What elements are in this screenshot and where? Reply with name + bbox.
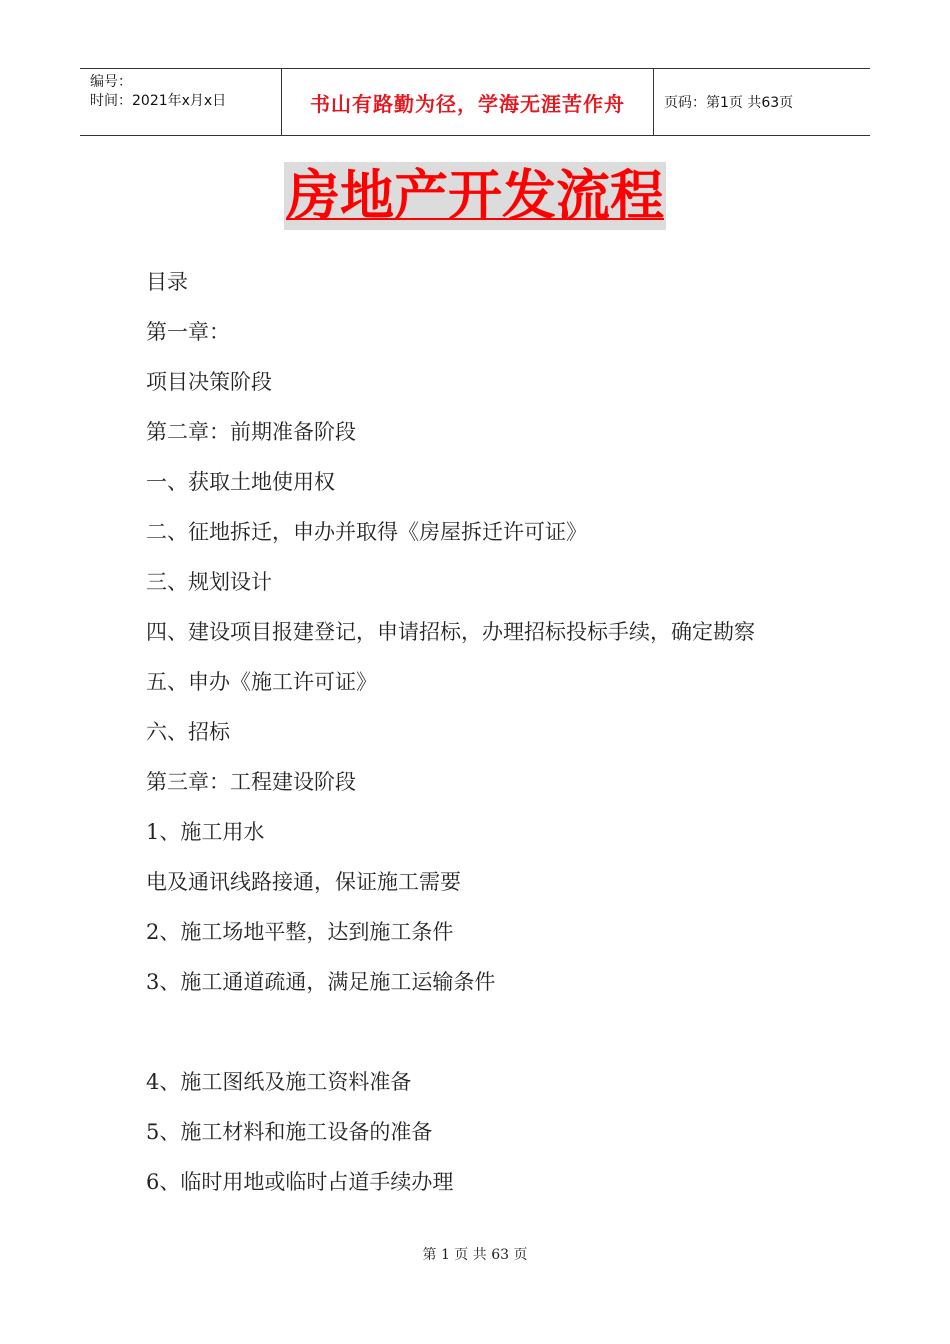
toc-line: 四、建设项目报建登记，申请招标，办理招标投标手续，确定勘察 (146, 620, 755, 644)
toc-line: 6、临时用地或临时占道手续办理 (146, 1170, 454, 1194)
toc-line: 4、施工图纸及施工资料准备 (146, 1070, 412, 1094)
toc-line: 三、规划设计 (146, 570, 272, 594)
toc-line: 二、征地拆迁，申办并取得《房屋拆迁许可证》 (146, 520, 587, 544)
header-meta (80, 69, 282, 135)
toc-line: 六、招标 (146, 720, 230, 744)
toc-line: 电及通讯线路接通，保证施工需要 (146, 870, 461, 894)
toc-line: 第三章：工程建设阶段 (146, 770, 356, 794)
table-of-contents (146, 257, 846, 1207)
toc-line: 项目决策阶段 (146, 370, 272, 394)
toc-line: 1、施工用水 (146, 820, 265, 844)
toc-line: 5、施工材料和施工设备的准备 (146, 1120, 433, 1144)
header-number-label: 编号： (90, 74, 132, 90)
title-wrap (0, 162, 950, 230)
header-time-label: 时间：2021年x月x日 (90, 93, 227, 109)
page-header (80, 68, 870, 136)
document-title: 房地产开发流程 (284, 162, 666, 230)
toc-line: 一、获取土地使用权 (146, 470, 335, 494)
header-motto-cell (282, 69, 654, 135)
header-motto: 书山有路勤为径，学海无涯苦作舟 (310, 91, 625, 116)
toc-line: 五、申办《施工许可证》 (146, 670, 377, 694)
header-page-info: 页码：第1页 共63页 (664, 95, 794, 111)
toc-line: 第二章：前期准备阶段 (146, 420, 356, 444)
toc-line: 3、施工通道疏通，满足施工运输条件 (146, 970, 496, 994)
page-footer: 第 1 页 共 63 页 (422, 1247, 528, 1263)
toc-blank-line (146, 1007, 846, 1057)
toc-line: 目录 (146, 270, 188, 294)
toc-line: 第一章： (146, 320, 230, 344)
toc-line: 2、施工场地平整，达到施工条件 (146, 920, 454, 944)
